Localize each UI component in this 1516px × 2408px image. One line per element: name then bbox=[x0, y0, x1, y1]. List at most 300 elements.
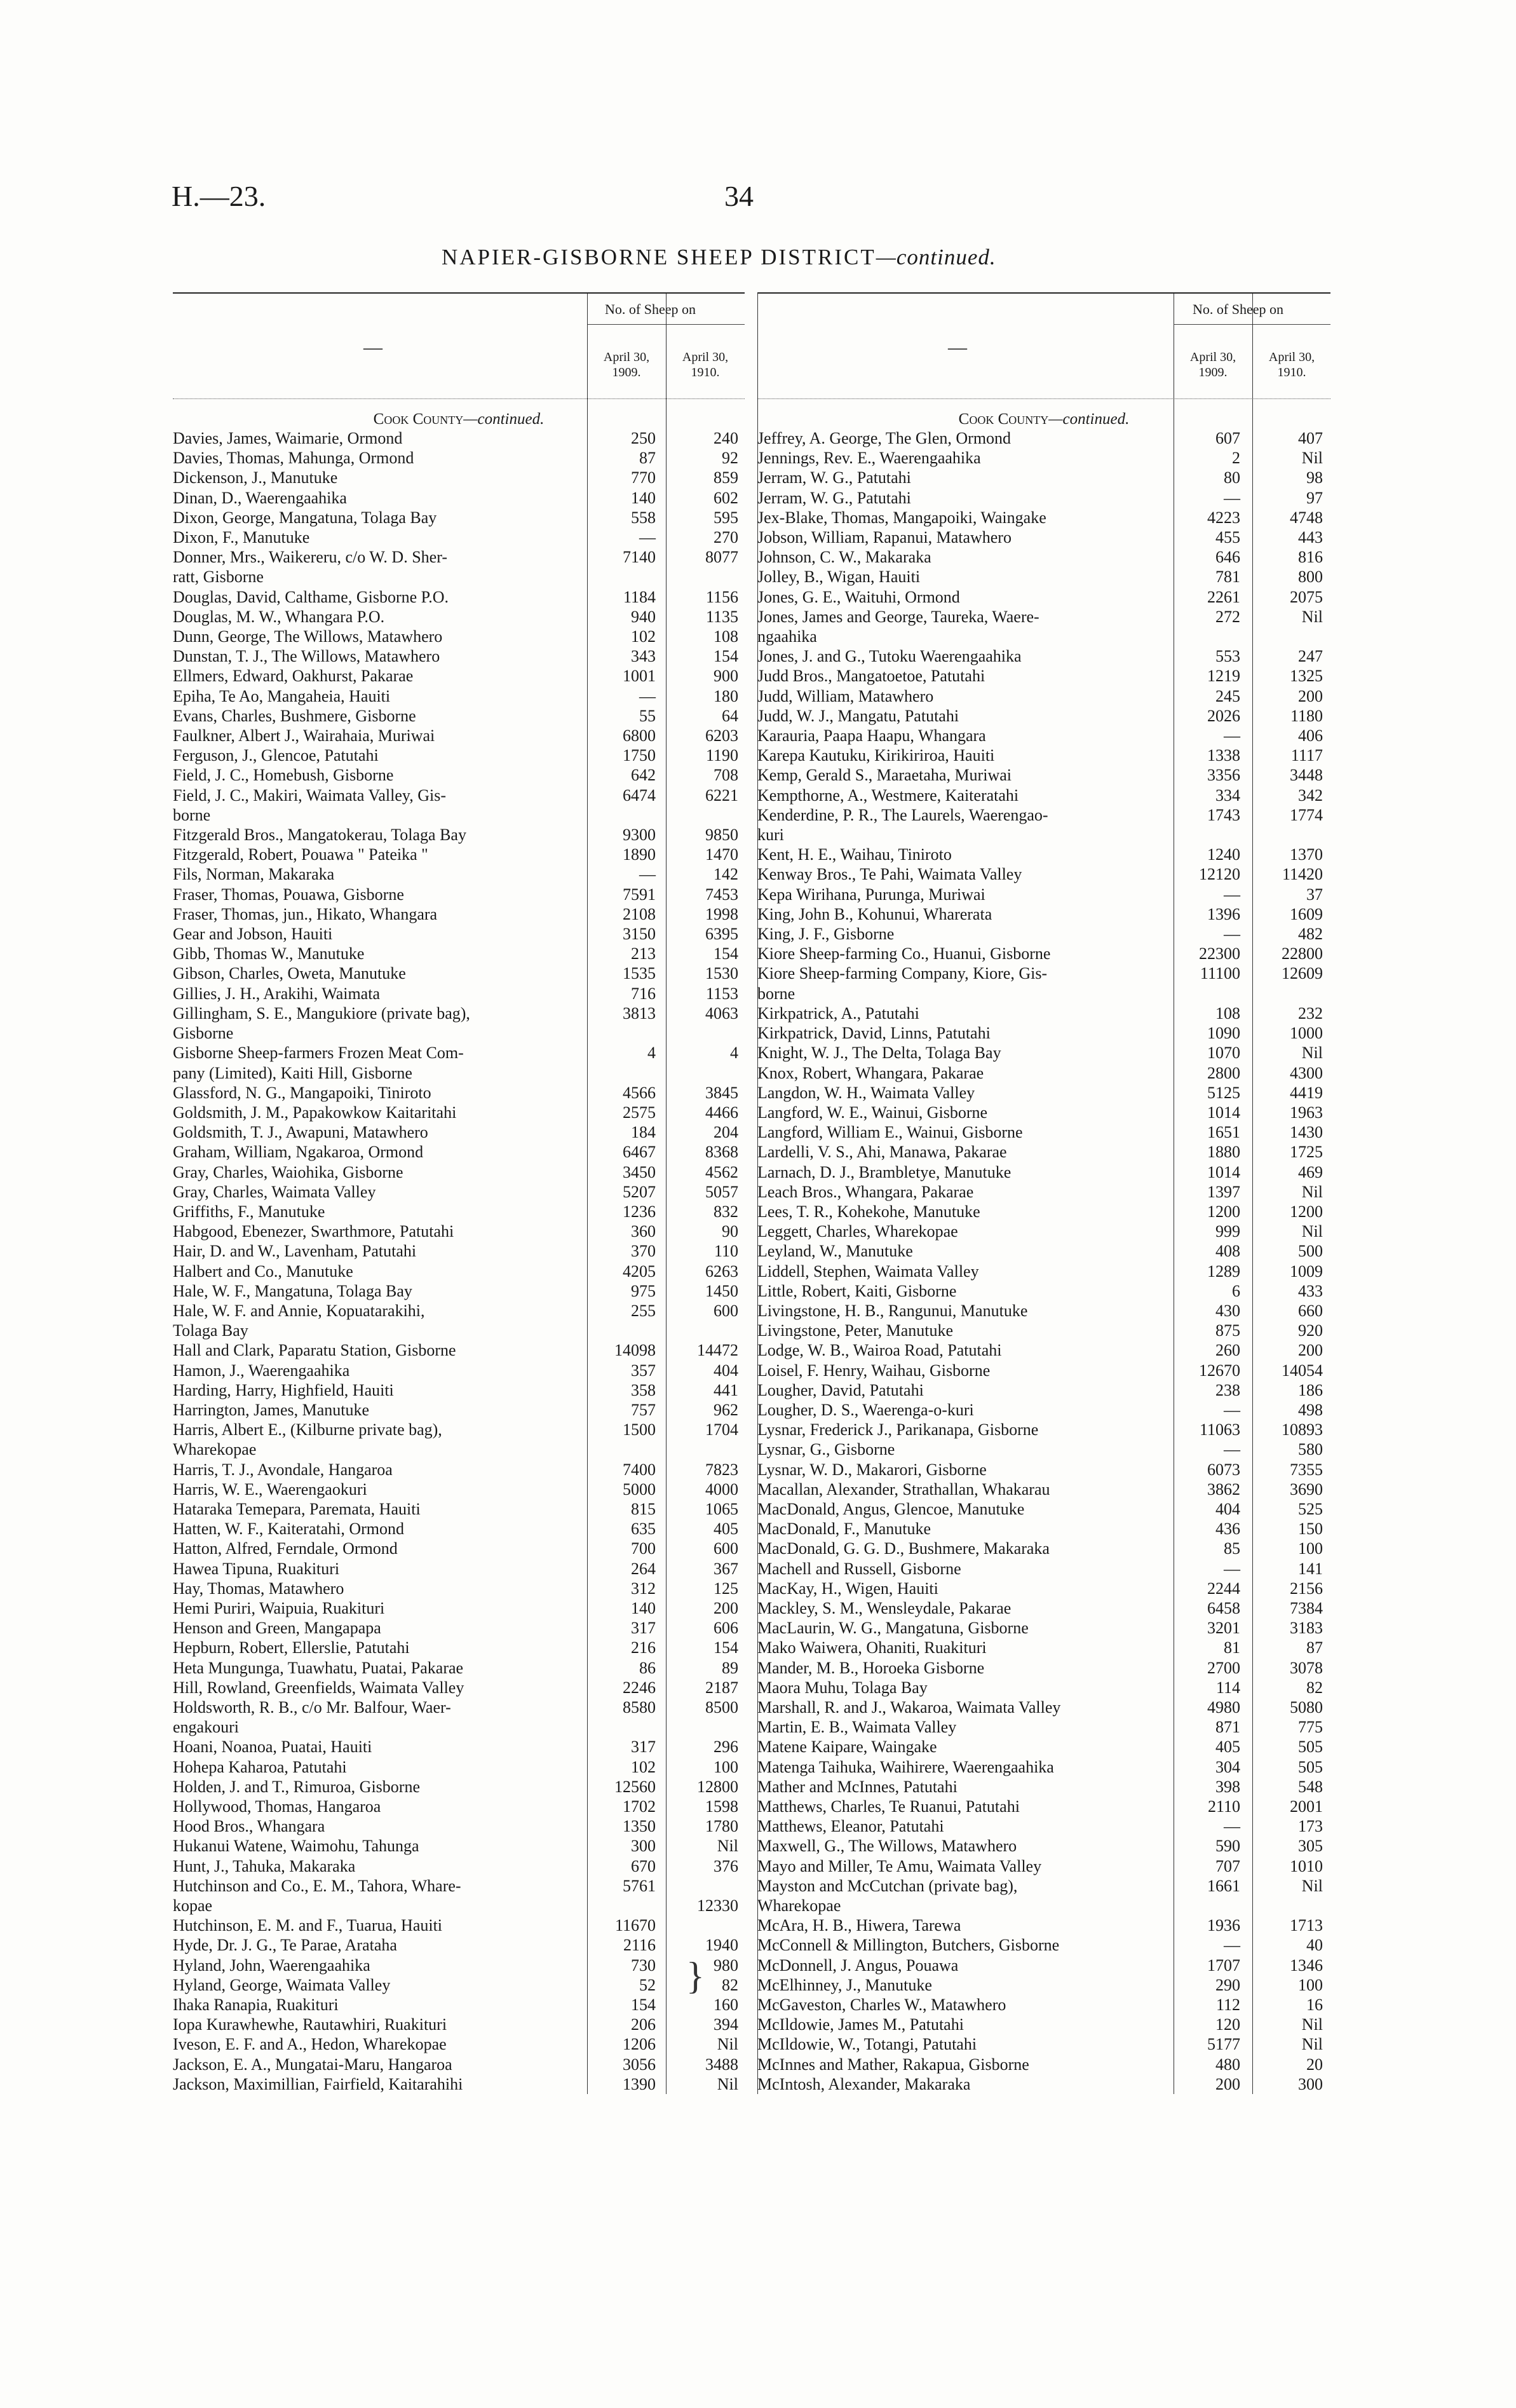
sheep-1909-value: 5125 bbox=[1207, 1083, 1240, 1102]
table-row bbox=[757, 864, 1330, 884]
owner-name: Gisborne Sheep-farmers Frozen Meat Com- bbox=[173, 1044, 464, 1063]
sheep-1909-value: 1001 bbox=[623, 667, 656, 686]
sheep-1909-value: 1702 bbox=[623, 1797, 656, 1816]
table-row bbox=[757, 1439, 1330, 1459]
sheep-1909-value: 3056 bbox=[623, 2055, 656, 2074]
table-row bbox=[173, 1856, 745, 1876]
sheep-1910-value: 602 bbox=[714, 488, 738, 507]
table-row bbox=[757, 1697, 1330, 1717]
table-row bbox=[757, 1162, 1330, 1182]
owner-name: Hawea Tipuna, Ruakituri bbox=[173, 1559, 340, 1578]
owner-name: Gibb, Thomas W., Manutuke bbox=[173, 944, 365, 963]
sheep-1910-value: 900 bbox=[714, 667, 738, 686]
table-row bbox=[757, 1816, 1330, 1836]
sheep-1909-value: 1396 bbox=[1207, 904, 1240, 923]
column-rule bbox=[587, 294, 588, 398]
table-row bbox=[757, 904, 1330, 924]
sheep-1910-value: Nil bbox=[1301, 1222, 1323, 1241]
table-row bbox=[173, 1678, 745, 1697]
owner-name: McGaveston, Charles W., Matawhero bbox=[757, 1996, 1006, 2015]
owner-name: Hyland, George, Waimata Valley bbox=[173, 1975, 391, 1994]
sheep-1910-value: 4419 bbox=[1290, 1083, 1323, 1102]
sheep-1910-value: 406 bbox=[1298, 726, 1323, 745]
table-row bbox=[757, 706, 1330, 726]
sheep-1909-value: 6 bbox=[1232, 1281, 1240, 1300]
sheep-1909-value: 2026 bbox=[1207, 706, 1240, 725]
table-row bbox=[757, 726, 1330, 745]
sheep-1910-value: 962 bbox=[714, 1400, 738, 1419]
sheep-1909-value: 770 bbox=[631, 468, 656, 487]
sheep-1910-value: 20 bbox=[1306, 2055, 1323, 2074]
sheep-1910-value: 775 bbox=[1298, 1718, 1323, 1737]
table-row bbox=[173, 805, 745, 825]
sheep-1909-value: 6073 bbox=[1207, 1460, 1240, 1479]
sheep-1909-value: 670 bbox=[631, 1856, 656, 1875]
sheep-1910-value: Nil bbox=[717, 2035, 738, 2054]
sheep-1910-value: 204 bbox=[714, 1123, 738, 1142]
owner-name: Fraser, Thomas, jun., Hikato, Whangara bbox=[173, 904, 438, 923]
sheep-1909-value: — bbox=[1224, 925, 1240, 944]
table-row bbox=[757, 984, 1330, 1003]
owner-name: kuri bbox=[757, 826, 784, 845]
sheep-1910-value: 7823 bbox=[705, 1460, 738, 1479]
sheep-1909-value: 357 bbox=[631, 1361, 656, 1380]
sheep-1909-value: — bbox=[1224, 1817, 1240, 1836]
owner-name: Hemi Puriri, Waipuia, Ruakituri bbox=[173, 1598, 385, 1617]
sheep-1909-value: 255 bbox=[631, 1301, 656, 1320]
sheep-1909-value: 52 bbox=[639, 1975, 656, 1994]
table-row bbox=[757, 1262, 1330, 1281]
sheep-1910-value: 441 bbox=[714, 1380, 738, 1399]
table-row bbox=[757, 1519, 1330, 1539]
sheep-1909-value: 12670 bbox=[1199, 1361, 1240, 1380]
owner-name: Gillingham, S. E., Mangukiore (private bag), bbox=[173, 1003, 470, 1023]
table-row bbox=[173, 885, 745, 904]
sheep-1909-value: 213 bbox=[631, 944, 656, 963]
sheep-1910-value: 376 bbox=[714, 1856, 738, 1875]
owner-name: Judd, William, Matawhero bbox=[757, 686, 934, 705]
table-row bbox=[757, 1083, 1330, 1103]
owner-name: Mayston and McCutchan (private bag), bbox=[757, 1876, 1018, 1895]
sheep-1909-value: 558 bbox=[631, 508, 656, 527]
sheep-1910-value: 14054 bbox=[1282, 1361, 1323, 1380]
table-row bbox=[173, 1202, 745, 1221]
sheep-1910-value: 141 bbox=[1298, 1559, 1323, 1578]
sheep-1910-value: 1430 bbox=[1290, 1123, 1323, 1142]
sheep-1910-value: 296 bbox=[714, 1738, 738, 1757]
sheep-1910-value: 405 bbox=[714, 1520, 738, 1539]
owner-name: Livingstone, Peter, Manutuke bbox=[757, 1321, 954, 1340]
owner-name: Field, J. C., Makiri, Waimata Valley, Gis- bbox=[173, 786, 446, 805]
table-row bbox=[173, 1757, 745, 1777]
sheep-1909-value: 1338 bbox=[1207, 746, 1240, 765]
sheep-1909-value: 2116 bbox=[623, 1936, 656, 1955]
owner-name: Hukanui Watene, Waimohu, Tahunga bbox=[173, 1837, 419, 1856]
sheep-1910-value: 1065 bbox=[705, 1499, 738, 1518]
table-row bbox=[757, 547, 1330, 567]
table-row bbox=[757, 1876, 1330, 1896]
table-row bbox=[757, 1856, 1330, 1876]
sheep-1909-value: 304 bbox=[1215, 1757, 1240, 1776]
sheep-1910-value: 859 bbox=[714, 468, 738, 487]
owner-name: Langdon, W. H., Waimata Valley bbox=[757, 1083, 975, 1102]
sheep-1909-value: 4223 bbox=[1207, 508, 1240, 527]
sheep-1910-value: 2001 bbox=[1290, 1797, 1323, 1816]
sheep-1909-value: 1090 bbox=[1207, 1024, 1240, 1043]
table-row bbox=[757, 1737, 1330, 1757]
table-row bbox=[173, 864, 745, 884]
sheep-1910-value: 2156 bbox=[1290, 1579, 1323, 1598]
sheep-1909-value: 553 bbox=[1215, 647, 1240, 666]
owner-name: Maxwell, G., The Willows, Matawhero bbox=[757, 1837, 1017, 1856]
owner-name: Ihaka Ranapia, Ruakituri bbox=[173, 1996, 339, 2015]
table-row bbox=[173, 1658, 745, 1678]
table-row bbox=[757, 1400, 1330, 1420]
owner-name: McIldowie, W., Totangi, Patutahi bbox=[757, 2035, 977, 2054]
sheep-1909-value: 1880 bbox=[1207, 1143, 1240, 1162]
owner-name: kopae bbox=[173, 1896, 213, 1915]
owner-name: Jackson, Maximillian, Fairfield, Kaitarahihi bbox=[173, 2074, 463, 2093]
owner-name: Hutchinson, E. M. and F., Tuarua, Hauiti bbox=[173, 1916, 443, 1935]
sheep-1910-value: 595 bbox=[714, 508, 738, 527]
table-row bbox=[173, 2074, 745, 2094]
table-row bbox=[757, 627, 1330, 646]
table-row bbox=[173, 607, 745, 627]
sheep-1910-value: 200 bbox=[1298, 1341, 1323, 1360]
table-row bbox=[757, 1757, 1330, 1777]
owner-name: Goldsmith, J. M., Papakowkow Kaitaritahi bbox=[173, 1103, 457, 1122]
sheep-1910-value: 12609 bbox=[1282, 964, 1323, 983]
table-row bbox=[757, 2055, 1330, 2074]
table-row bbox=[173, 745, 745, 765]
table-row bbox=[757, 1658, 1330, 1678]
table-row bbox=[173, 2034, 745, 2054]
sheep-1910-value: 7384 bbox=[1290, 1598, 1323, 1617]
sheep-1909-value: 2110 bbox=[1207, 1797, 1240, 1816]
owner-name: Macallan, Alexander, Strathallan, Whakarau bbox=[757, 1479, 1050, 1499]
table-row bbox=[173, 963, 745, 983]
sheep-1909-value: 108 bbox=[1215, 1003, 1240, 1023]
owner-name: Hay, Thomas, Matawhero bbox=[173, 1579, 344, 1598]
title-text: NAPIER-GISBORNE SHEEP DISTRICT bbox=[442, 245, 876, 269]
owner-name: King, John B., Kohunui, Wharerata bbox=[757, 904, 992, 923]
table-row bbox=[757, 1479, 1330, 1499]
sheep-1909-value: 9300 bbox=[623, 826, 656, 845]
table-row bbox=[757, 428, 1330, 448]
sheep-1909-value: 2246 bbox=[623, 1678, 656, 1697]
table-row bbox=[173, 1262, 745, 1281]
table-row bbox=[757, 1321, 1330, 1340]
sheep-1910-value: 3448 bbox=[1290, 766, 1323, 785]
left-table-header bbox=[173, 292, 745, 399]
table-row bbox=[757, 508, 1330, 527]
sheep-1909-value: 1707 bbox=[1207, 1956, 1240, 1975]
owner-name: Hatton, Alfred, Ferndale, Ormond bbox=[173, 1539, 398, 1558]
sheep-1909-value: 317 bbox=[631, 1738, 656, 1757]
sheep-1909-value: 55 bbox=[639, 706, 656, 725]
table-row bbox=[757, 448, 1330, 468]
sheep-1910-value: 1370 bbox=[1290, 845, 1323, 864]
sheep-1909-value: 4 bbox=[647, 1044, 656, 1063]
owner-name: Karauria, Paapa Haapu, Whangara bbox=[757, 726, 986, 745]
sheep-1910-value: Nil bbox=[1301, 1044, 1323, 1063]
sheep-1909-value: 3201 bbox=[1207, 1619, 1240, 1638]
sheep-1910-value: 3690 bbox=[1290, 1479, 1323, 1499]
table-row bbox=[173, 1023, 745, 1043]
owner-name: Jobson, William, Rapanui, Matawhero bbox=[757, 528, 1012, 547]
sheep-1910-value: 800 bbox=[1298, 568, 1323, 587]
owner-name: Griffiths, F., Manutuke bbox=[173, 1202, 325, 1221]
table-row bbox=[757, 1023, 1330, 1043]
sheep-1909-value: 2575 bbox=[623, 1103, 656, 1122]
table-row bbox=[757, 1420, 1330, 1439]
table-row bbox=[757, 1063, 1330, 1083]
county-name: Cook County bbox=[958, 411, 1049, 428]
owner-name: Hale, W. F. and Annie, Kopuatarakihi, bbox=[173, 1301, 425, 1320]
sheep-1909-value: — bbox=[639, 528, 656, 547]
owner-name: Holden, J. and T., Rimuroa, Gisborne bbox=[173, 1777, 420, 1796]
report-code: H.—23. bbox=[172, 180, 266, 212]
table-row bbox=[173, 825, 745, 845]
owner-name: ratt, Gisborne bbox=[173, 568, 264, 587]
sheep-1910-value: 100 bbox=[1298, 1539, 1323, 1558]
table-row bbox=[173, 1638, 745, 1657]
sheep-1909-value: 480 bbox=[1215, 2055, 1240, 2074]
sheep-1909-value: 5177 bbox=[1207, 2035, 1240, 2054]
sheep-1910-value: 1704 bbox=[705, 1420, 738, 1439]
sheep-1909-value: 343 bbox=[631, 647, 656, 666]
owner-name: Hohepa Kaharoa, Patutahi bbox=[173, 1757, 347, 1776]
table-row bbox=[173, 1539, 745, 1558]
sheep-1909-value: 216 bbox=[631, 1638, 656, 1657]
owner-name: Harris, W. E., Waerengaokuri bbox=[173, 1479, 367, 1499]
sheep-1909-value: 6458 bbox=[1207, 1598, 1240, 1617]
table-row bbox=[757, 468, 1330, 487]
sheep-1910-value: 980 bbox=[714, 1956, 738, 1975]
sheep-1909-value: 6474 bbox=[623, 786, 656, 805]
col-1909-line1: April 30, bbox=[1189, 350, 1236, 364]
sheep-1910-value: 1190 bbox=[705, 746, 738, 765]
owner-name: Liddell, Stephen, Waimata Valley bbox=[757, 1262, 979, 1281]
sheep-1910-value: 708 bbox=[714, 766, 738, 785]
sheep-1910-value: 154 bbox=[714, 944, 738, 963]
sheep-count-group-header: No. of Sheep on bbox=[1193, 301, 1283, 317]
owner-name: Habgood, Ebenezer, Swarthmore, Patutahi bbox=[173, 1222, 454, 1241]
sheep-1910-value: Nil bbox=[1301, 1182, 1323, 1201]
owner-name: McInnes and Mather, Rakapua, Gisborne bbox=[757, 2055, 1029, 2074]
owner-name: Loisel, F. Henry, Waihau, Gisborne bbox=[757, 1361, 991, 1380]
owner-name: Goldsmith, T. J., Awapuni, Matawhero bbox=[173, 1123, 428, 1142]
sheep-1910-value: 342 bbox=[1298, 786, 1323, 805]
sheep-1910-value: 200 bbox=[714, 1598, 738, 1617]
table-row bbox=[757, 1539, 1330, 1558]
sheep-1909-value: 405 bbox=[1215, 1738, 1240, 1757]
owner-name: Ferguson, J., Glencoe, Patutahi bbox=[173, 746, 379, 765]
sheep-1909-value: 81 bbox=[1224, 1638, 1240, 1657]
owner-name: pany (Limited), Kaiti Hill, Gisborne bbox=[173, 1063, 412, 1082]
owner-name: Kenderdine, P. R., The Laurels, Waerengao- bbox=[757, 805, 1048, 824]
sheep-1910-value: Nil bbox=[1301, 449, 1323, 468]
col-1910-line2: 1910. bbox=[1277, 365, 1306, 379]
sheep-1909-value: 6800 bbox=[623, 726, 656, 745]
sheep-1910-value: 1117 bbox=[1290, 746, 1323, 765]
table-row bbox=[173, 1321, 745, 1340]
sheep-1909-value: 1500 bbox=[623, 1420, 656, 1439]
owner-name: MacDonald, G. G. D., Bushmere, Makaraka bbox=[757, 1539, 1050, 1558]
table-row bbox=[757, 885, 1330, 904]
sheep-1909-value: 1014 bbox=[1207, 1162, 1240, 1181]
table-row bbox=[173, 1876, 745, 1896]
table-row bbox=[757, 1956, 1330, 1975]
table-row bbox=[757, 666, 1330, 686]
owner-name: Fitzgerald Bros., Mangatokerau, Tolaga Bay bbox=[173, 826, 466, 845]
sheep-1909-value: 5761 bbox=[623, 1876, 656, 1895]
sheep-1910-value: 1940 bbox=[705, 1936, 738, 1955]
sheep-1909-value: 6467 bbox=[623, 1143, 656, 1162]
county-name: Cook County bbox=[373, 411, 464, 428]
sheep-1910-value: 2075 bbox=[1290, 587, 1323, 606]
owner-name: Wharekopae bbox=[173, 1440, 257, 1459]
table-row bbox=[173, 1995, 745, 2015]
sheep-1910-value: 100 bbox=[1298, 1975, 1323, 1994]
table-row bbox=[757, 1717, 1330, 1737]
county-suffix: —continued. bbox=[463, 411, 545, 428]
owner-name: Fraser, Thomas, Pouawa, Gisborne bbox=[173, 885, 404, 904]
sheep-1909-value: 398 bbox=[1215, 1777, 1240, 1796]
owner-name: Matene Kaipare, Waingake bbox=[757, 1738, 937, 1757]
table-row bbox=[173, 448, 745, 468]
sheep-1910-value: 816 bbox=[1298, 548, 1323, 567]
sheep-1909-value: 317 bbox=[631, 1619, 656, 1638]
owner-name: Jerram, W. G., Patutahi bbox=[757, 468, 911, 487]
table-row bbox=[757, 924, 1330, 944]
sheep-1909-value: 2244 bbox=[1207, 1579, 1240, 1598]
sheep-1910-value: 1135 bbox=[705, 607, 738, 626]
table-row bbox=[173, 587, 745, 607]
col-1910-line1: April 30, bbox=[682, 350, 729, 364]
table-row bbox=[173, 1182, 745, 1202]
table-row bbox=[757, 1043, 1330, 1063]
table-row bbox=[757, 745, 1330, 765]
owner-name: Hall and Clark, Paparatu Station, Gisborne bbox=[173, 1341, 456, 1360]
sheep-1909-value: 7400 bbox=[623, 1460, 656, 1479]
owner-name: borne bbox=[757, 984, 795, 1003]
sheep-1909-value: 112 bbox=[1215, 1996, 1240, 2015]
table-row bbox=[757, 1182, 1330, 1202]
sheep-1910-value: 89 bbox=[722, 1658, 738, 1677]
table-row bbox=[173, 1777, 745, 1797]
table-row bbox=[173, 488, 745, 508]
col-1910-header bbox=[666, 350, 745, 380]
table-row bbox=[757, 963, 1330, 983]
sheep-1909-value: 404 bbox=[1215, 1499, 1240, 1518]
owner-name: Epiha, Te Ao, Mangaheia, Hauiti bbox=[173, 686, 391, 705]
sheep-1909-value: 360 bbox=[631, 1222, 656, 1241]
table-row bbox=[757, 845, 1330, 864]
sheep-1909-value: 1390 bbox=[623, 2074, 656, 2093]
table-row bbox=[173, 1281, 745, 1301]
owner-name: Knight, W. J., The Delta, Tolaga Bay bbox=[757, 1044, 1001, 1063]
table-row bbox=[757, 1559, 1330, 1579]
owner-name: Leyland, W., Manutuke bbox=[757, 1242, 913, 1261]
sheep-1910-value: 240 bbox=[714, 429, 738, 447]
owner-name: Jones, James and George, Taureka, Waere- bbox=[757, 607, 1039, 626]
sheep-1910-value: 12800 bbox=[697, 1777, 738, 1796]
sheep-1909-value: 3150 bbox=[623, 925, 656, 944]
sheep-1909-value: — bbox=[1224, 1936, 1240, 1955]
owner-name: engakouri bbox=[173, 1718, 239, 1737]
sheep-1909-value: 272 bbox=[1215, 607, 1240, 626]
sheep-1910-value: 9850 bbox=[705, 826, 738, 845]
col-1910-header bbox=[1252, 350, 1331, 380]
sheep-1909-value: 1535 bbox=[623, 964, 656, 983]
brace-mark: } bbox=[686, 1955, 705, 1997]
table-row bbox=[757, 1460, 1330, 1479]
table-row bbox=[757, 686, 1330, 706]
sheep-1910-value: 443 bbox=[1298, 528, 1323, 547]
table-row bbox=[757, 944, 1330, 963]
sheep-1909-value: 358 bbox=[631, 1380, 656, 1399]
table-row bbox=[173, 1579, 745, 1598]
table-row bbox=[173, 1439, 745, 1459]
owner-name: Iopa Kurawhewhe, Rautawhiri, Ruakituri bbox=[173, 2015, 447, 2034]
owner-name: Heta Mungunga, Tuawhatu, Puatai, Pakarae bbox=[173, 1658, 464, 1677]
sheep-1910-value: 3078 bbox=[1290, 1658, 1323, 1677]
sheep-1910-value: 8500 bbox=[705, 1698, 738, 1717]
sheep-1909-value: 154 bbox=[631, 1996, 656, 2015]
owner-name: Leggett, Charles, Wharekopae bbox=[757, 1222, 958, 1241]
table-row bbox=[757, 1995, 1330, 2015]
sheep-1909-value: 871 bbox=[1215, 1718, 1240, 1737]
table-row bbox=[173, 1816, 745, 1836]
sheep-1909-value: 300 bbox=[631, 1837, 656, 1856]
table-row bbox=[173, 1083, 745, 1103]
table-row bbox=[757, 488, 1330, 508]
sheep-1909-value: 642 bbox=[631, 766, 656, 785]
sheep-1910-value: 1998 bbox=[705, 904, 738, 923]
sheep-1910-value: 173 bbox=[1298, 1817, 1323, 1836]
table-row bbox=[173, 1519, 745, 1539]
table-row bbox=[173, 1559, 745, 1579]
owner-name: Gray, Charles, Waimata Valley bbox=[173, 1182, 376, 1201]
table-row bbox=[757, 1380, 1330, 1400]
owner-name: Mackley, S. M., Wensleydale, Pakarae bbox=[757, 1598, 1012, 1617]
sheep-1909-value: 1743 bbox=[1207, 805, 1240, 824]
table-row bbox=[173, 924, 745, 944]
sheep-1910-value: 1010 bbox=[1290, 1856, 1323, 1875]
owner-name: McDonnell, J. Angus, Pouawa bbox=[757, 1956, 959, 1975]
sheep-1910-value: 498 bbox=[1298, 1400, 1323, 1419]
sheep-1910-value: 125 bbox=[714, 1579, 738, 1598]
table-row bbox=[757, 607, 1330, 627]
sheep-1909-value: 1289 bbox=[1207, 1262, 1240, 1281]
sheep-1910-value: 270 bbox=[714, 528, 738, 547]
sheep-1909-value: 455 bbox=[1215, 528, 1240, 547]
name-column-header: — bbox=[363, 337, 382, 358]
table-row bbox=[757, 786, 1330, 805]
sheep-1909-value: 1236 bbox=[623, 1202, 656, 1221]
sheep-1909-value: 815 bbox=[631, 1499, 656, 1518]
owner-name: Fitzgerald, Robert, Pouawa " Pateika " bbox=[173, 845, 428, 864]
sheep-1910-value: 469 bbox=[1298, 1162, 1323, 1181]
owner-name: Kempthorne, A., Westmere, Kaiteratahi bbox=[757, 786, 1019, 805]
owner-name: Maora Muhu, Tolaga Bay bbox=[757, 1678, 928, 1697]
owner-name: Glassford, N. G., Mangapoiki, Tiniroto bbox=[173, 1083, 431, 1102]
table-row bbox=[173, 1162, 745, 1182]
sheep-1910-value: 1780 bbox=[705, 1817, 738, 1836]
col-1910-line1: April 30, bbox=[1268, 350, 1315, 364]
sheep-1909-value: 1219 bbox=[1207, 667, 1240, 686]
